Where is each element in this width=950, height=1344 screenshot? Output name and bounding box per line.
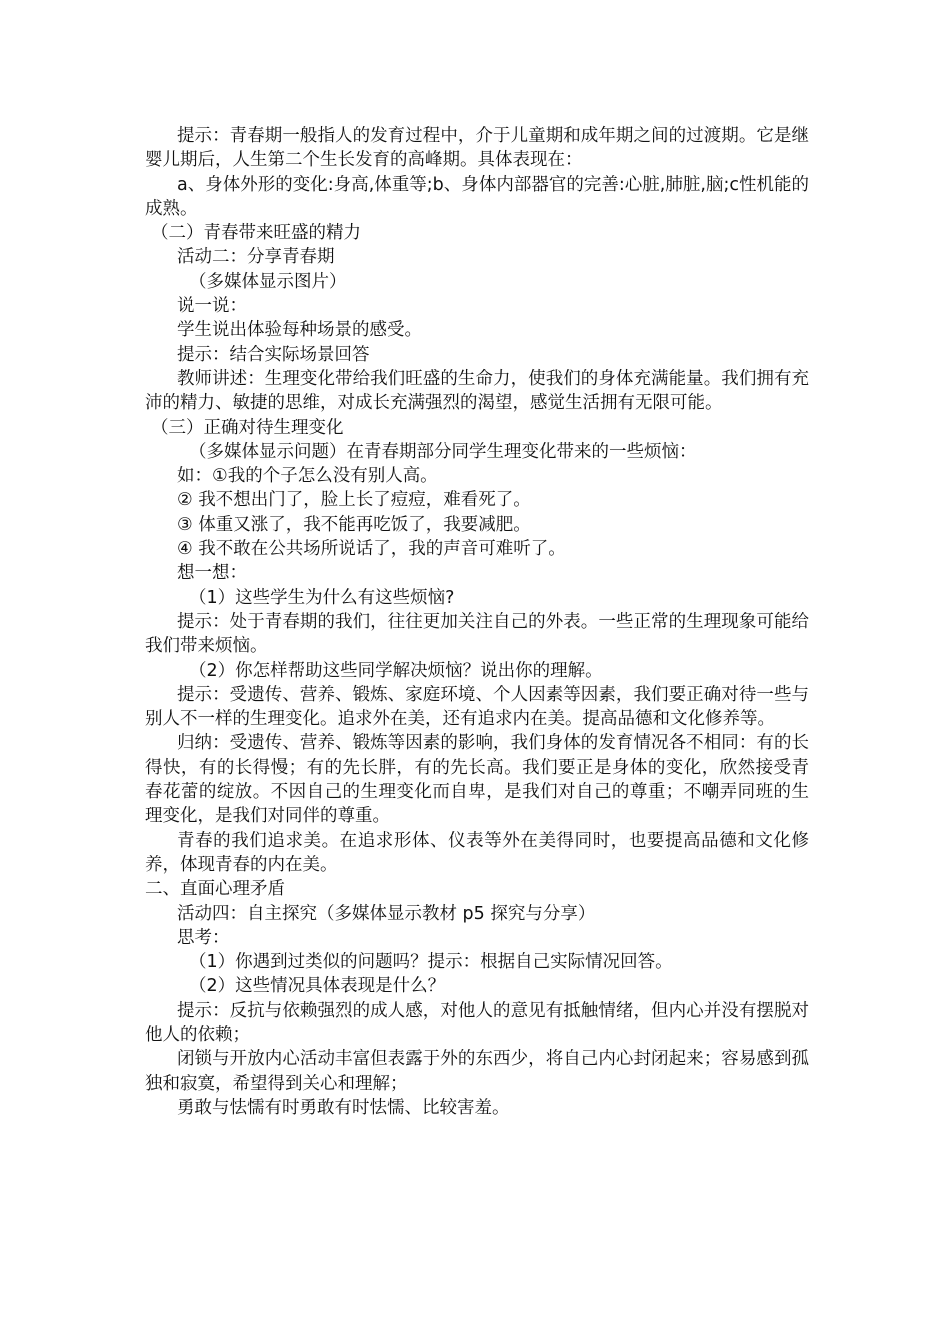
section-heading-energy: （二）青春带来旺盛的精力	[151, 223, 361, 244]
paragraph-question-behavior: （2）这些情况具体表现是什么？	[189, 976, 446, 997]
paragraph-activity-four: 活动四：自主探究（多媒体显示教材 p5 探究与分享）	[177, 903, 596, 924]
paragraph-hint-factors: 提示：受遗传、营养、锻炼、家庭环境、个人因素等因素，我们要正确对待一些与别人不一样的生理变化。追求外在美，还有追求内在美。提高品德和文化修养等。	[145, 684, 809, 730]
paragraph-question-1: （1）这些学生为什么有这些烦恼?	[189, 587, 455, 608]
paragraph-example-3: ③ 体重又涨了，我不能再吃饭了，我要减肥。	[177, 514, 531, 535]
paragraph-body-changes: a、身体外形的变化:身高,体重等;b、身体内部器官的完善:心脏,肺脏,脑;c性机能的成熟。	[145, 174, 809, 219]
paragraph-brave-timid: 勇敢与怯懦有时勇敢有时怯懦、比较害羞。	[177, 1097, 510, 1118]
paragraph-multimedia-questions: （多媒体显示问题）在青春期部分同学生理变化带来的一些烦恼：	[189, 441, 697, 462]
paragraph-example-2: ② 我不想出门了，脸上长了痘痘，难看死了。	[177, 490, 531, 511]
paragraph-question-2: （2）你怎样帮助这些同学解决烦恼？说出你的理解。	[189, 660, 603, 681]
paragraph-summary: 归纳：受遗传、营养、锻炼等因素的影响，我们身体的发育情况各不相同：有的长得快，有的长得慢；有的先长胖，有的先长高。我们要正是身体的变化，欣然接受青春花蕾的绽放。不因自己的生理变化而自卑，是我们对自己的尊重；不嘲弄同班的生理变化，是我们对同伴的尊重。	[145, 733, 809, 827]
paragraph-pursue-beauty: 青春的我们追求美。在追求形体、仪表等外在美得同时，也要提高品德和文化修养，体现青春的内在美。	[145, 830, 809, 875]
paragraph-hint-rebellion: 提示：反抗与依赖强烈的成人感，对他人的意见有抵触情绪，但内心并没有摆脱对他人的依赖；	[145, 1000, 809, 1045]
paragraph-think: 想一想：	[177, 563, 247, 584]
paragraph-say: 说一说：	[177, 296, 247, 317]
section-heading-treat-changes: （三）正确对待生理变化	[151, 417, 344, 438]
paragraph-closed-open: 闭锁与开放内心活动丰富但表露于外的东西少，将自己内心封闭起来；容易感到孤独和寂寞，希望得到关心和理解；	[145, 1049, 809, 1094]
paragraph-question-similar: （1）你遇到过类似的问题吗？提示：根据自己实际情况回答。	[189, 952, 673, 973]
paragraph-multimedia-pictures: （多媒体显示图片）	[189, 271, 347, 292]
paragraph-example-1: 如：①我的个子怎么没有别人高。	[177, 466, 438, 487]
paragraph-teacher-talk: 教师讲述：生理变化带给我们旺盛的生命力，使我们的身体充满能量。我们拥有充沛的精力、敏捷的思维，对成长充满强烈的渴望，感觉生活拥有无限可能。	[145, 368, 809, 414]
paragraph-students-feel: 学生说出体验每种场景的感受。	[177, 320, 422, 341]
document-body	[145, 124, 809, 1120]
paragraph-hint-appearance: 提示：处于青春期的我们，往往更加关注自己的外表。一些正常的生理现象可能给我们带来烦恼。	[145, 611, 809, 657]
paragraph-ponder: 思考：	[177, 927, 230, 948]
paragraph-activity-two: 活动二：分享青春期	[177, 247, 335, 268]
paragraph-hint-scenes: 提示：结合实际场景回答	[177, 344, 370, 365]
paragraph-example-4: ④ 我不敢在公共场所说话了，我的声音可难听了。	[177, 539, 566, 560]
section-heading-psychology: 二、直面心理矛盾	[145, 879, 285, 900]
paragraph-hint-adolescence: 提示：青春期一般指人的发育过程中，介于儿童期和成年期之间的过渡期。它是继婴儿期后，人生第二个生长发育的高峰期。具体表现在：	[145, 126, 809, 171]
